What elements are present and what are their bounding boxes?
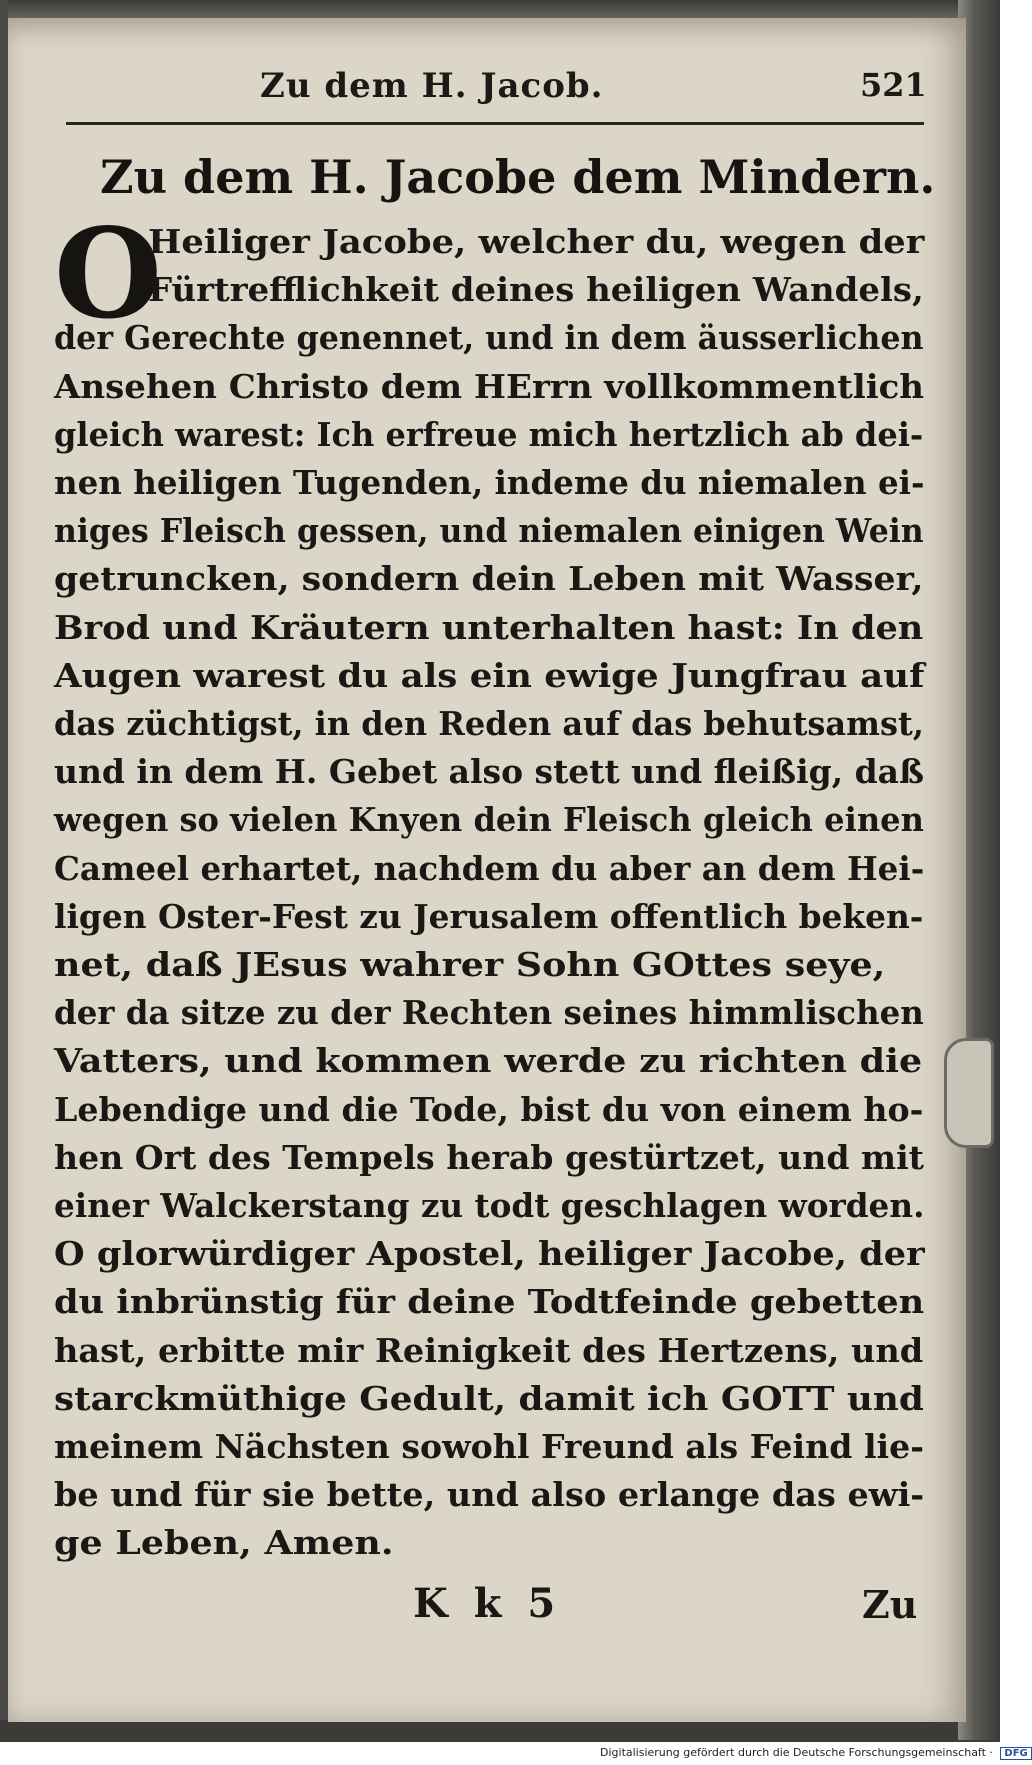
text-line: ligen Oster-Fest zu Jerusalem offentlich beken-: [54, 896, 924, 936]
prayer-title: Zu dem H. Jacobe dem Mindern.: [100, 150, 936, 204]
text-line: net, daß JEsus wahrer Sohn GOttes seye,: [54, 945, 886, 984]
text-line: gleich warest: Ich erfreue mich hertzlich ab dei-: [54, 414, 924, 454]
header-rule: [66, 122, 924, 125]
text-line: be und für sie bette, und also erlange das ewi-: [54, 1475, 925, 1515]
page-number: 521: [860, 66, 927, 104]
text-line: O glorwürdiger Apostel, heiliger Jacobe, der: [54, 1234, 925, 1274]
text-line: Vatters, und kommen werde zu richten die: [54, 1041, 923, 1081]
text-line: starckmüthige Gedult, damit ich GOTT und: [54, 1378, 924, 1418]
text-line: nen heiligen Tugenden, indeme du niemalen ei-: [54, 463, 925, 502]
text-line: Lebendige und die Tode, bist du von einem ho-: [54, 1089, 924, 1129]
text-line: Brod und Kräutern unterhalten hast: In den: [54, 607, 924, 647]
text-line: getruncken, sondern dein Leben mit Wasser,: [54, 559, 924, 599]
text-line: das züchtigst, in den Reden auf das behutsamst,: [54, 704, 924, 743]
book-edge-left: [0, 0, 8, 1740]
text-line: einer Walckerstang zu todt geschlagen worden.: [54, 1186, 925, 1225]
text-line: der da sitze zu der Rechten seines himmlischen: [54, 993, 924, 1033]
dfg-logo: DFG: [1000, 1747, 1031, 1760]
text-line: Fürtrefflichkeit deines heiligen Wandels,: [148, 270, 924, 310]
text-line: Augen warest du als ein ewige Jungfrau auf: [54, 655, 925, 695]
running-head: Zu dem H. Jacob.: [260, 66, 604, 106]
footer-text: Digitalisierung gefördert durch die Deutsche Forschungsgemeinschaft ·: [600, 1746, 993, 1759]
drop-cap: O: [54, 202, 163, 347]
page-clip: [944, 1038, 994, 1148]
book-edge-bottom: [0, 1720, 1000, 1742]
text-line: wegen so vielen Knyen dein Fleisch gleich einen: [54, 800, 924, 840]
footer-credit: [600, 1746, 1028, 1760]
text-line: hen Ort des Tempels herab gestürtzet, und mit: [54, 1137, 924, 1177]
text-line: und in dem H. Gebet also stett und fleißig, daß: [54, 752, 925, 792]
text-line: du inbrünstig für deine Todtfeinde gebetten: [54, 1282, 925, 1322]
text-line: der Gerechte genennet, und in dem äusserlichen: [54, 318, 924, 358]
signature-mark: K k 5: [413, 1580, 562, 1627]
text-line: Ansehen Christo dem HErrn vollkommentlich: [54, 366, 925, 406]
text-line: Heiliger Jacobe, welcher du, wegen der: [148, 222, 925, 261]
text-line: ge Leben, Amen.: [54, 1523, 394, 1563]
text-line: meinem Nächsten sowohl Freund als Feind lie-: [54, 1427, 924, 1466]
text-line: Cameel erhartet, nachdem du aber an dem Hei-: [54, 848, 925, 888]
text-line: niges Fleisch gessen, und niemalen einigen Wein: [54, 511, 924, 551]
catchword: Zu: [862, 1582, 918, 1627]
text-line: hast, erbitte mir Reinigkeit des Hertzens, und: [54, 1330, 924, 1370]
